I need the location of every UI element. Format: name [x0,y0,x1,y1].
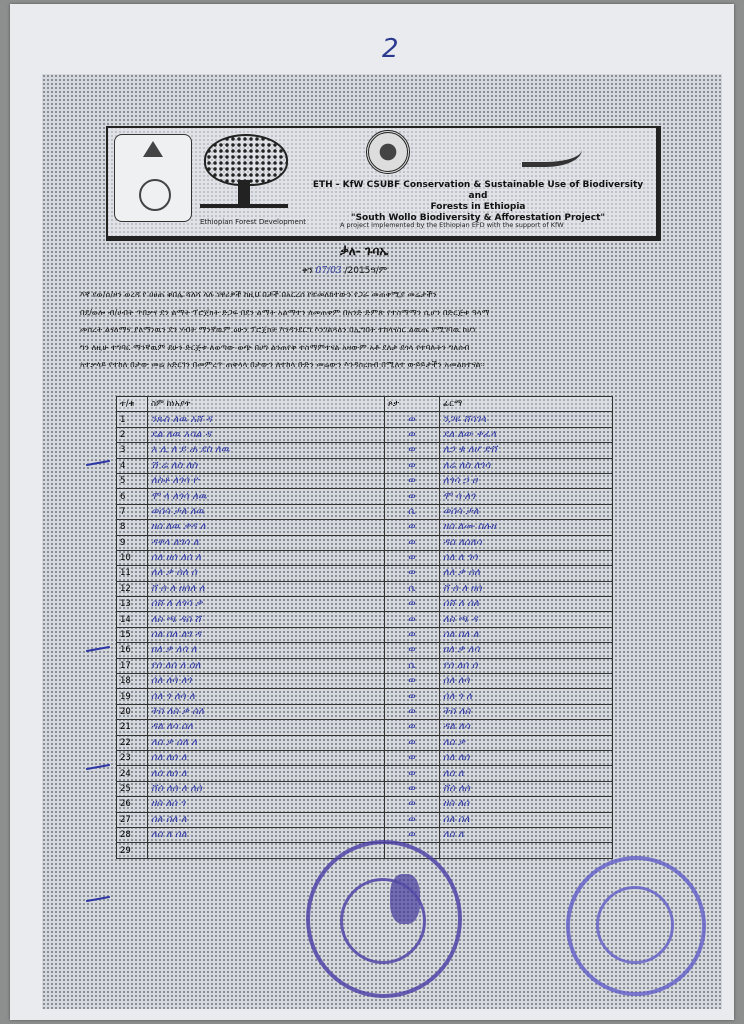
row-signature: ለለ ቃ ሰለ [440,566,613,581]
row-number: 23 [117,750,148,765]
row-number: 11 [117,566,148,581]
row-number: 1 [117,412,148,427]
header-sex: ጾታ [385,397,440,412]
row-number: 16 [117,643,148,658]
table-row [117,504,613,519]
table-row [117,735,613,750]
row-signature: ለስ ጫ ዳ [440,612,613,627]
document-title: ቃለ- ጉባኤ [340,244,389,258]
row-sex: ወ [385,627,440,642]
date-handwritten: 07/03 [315,266,342,276]
row-number: 6 [117,489,148,504]
table-row [117,520,613,535]
row-name: ንጹስ ለዉ አሸ ዳ [148,412,385,427]
header-name: ስም ከነአያት [148,397,385,412]
row-number: 17 [117,658,148,673]
paragraph-line: ግን ለዚሁ ተግባር ማንኛዉም ደሁን ድርጅቱ ለወጣው ወጭ በሀግ ልንጠየቅ ተስማምተናል አዛውም አቶ ደለታ ደጎላ የተባሉትን ግለሰብ [80,341,470,352]
row-signature: ሸሰ ለሰ [440,781,613,796]
stamp-ink-blot [390,874,420,924]
row-signature: ለጎሳ ኃ ዐ [440,473,613,488]
row-sex: ወ [385,520,440,535]
check-mark [86,646,110,652]
row-name: ሸሰ ለሰ ለ ለሰ [148,781,385,796]
table-row [117,827,613,842]
row-sex: ወ [385,735,440,750]
row-signature: ትሰ ለሰ [440,704,613,719]
row-sex: ወ [385,689,440,704]
row-number: 14 [117,612,148,627]
attendance-table [116,396,613,859]
header-number: ተ/ቁ [117,397,148,412]
row-name: ለሰ ለ ሰለ [148,827,385,842]
row-number: 9 [117,535,148,550]
minutes-paragraph [80,286,678,374]
row-signature: ሰለ ሰለ ለ [440,627,613,642]
emblem-icon [143,141,163,157]
row-sex: ወ [385,827,440,842]
round-seal-logo-icon [366,130,410,174]
paragraph-line: አተቃላይ የተከለ በታው መሬ አድርገን በመምረጥ ጠቅላላ በታውን ለተከላ ቡድን መሬውን እንዳስረክብ በሚለተ ውይይታችን አመልክተናል፡፡ [80,359,485,370]
row-signature: ዳለ ለሳ [440,720,613,735]
date-prefix: ቀን [302,266,313,276]
table-row [117,412,613,427]
row-sex: ወ [385,612,440,627]
page-number-handwritten: 2 [382,34,399,64]
row-number: 19 [117,689,148,704]
row-name: ለስቶ ለጎሳ ዮ [148,473,385,488]
row-name: ሰለ ሰለ ለ [148,812,385,827]
row-signature: ሰለ ለ ጎሳ [440,550,613,565]
row-sex: ወ [385,427,440,442]
row-number: 10 [117,550,148,565]
row-sex: ወ [385,797,440,812]
row-signature: ሰለ ለሳ [440,674,613,689]
row-name: ሰለ ዘሰ ለሰ ለ [148,550,385,565]
table-row [117,766,613,781]
row-number: 15 [117,627,148,642]
row-name: ዳለ ለሳ ሰለ [148,720,385,735]
row-signature: ዐለ ቃ ለሳ [440,643,613,658]
row-name: ሰለ ለሳ ለጎ [148,674,385,689]
row-signature: ለኃ ቁ ለሆ ድሸ [440,443,613,458]
table-row [117,566,613,581]
project-banner [106,126,661,241]
row-sex: ወ [385,566,440,581]
check-mark [86,896,110,902]
tree-trunk-icon [238,180,250,206]
row-name: ዳቀላ ለጎሳ ለ [148,535,385,550]
row-sex: ሴ [385,658,440,673]
table-row [117,674,613,689]
table-row [117,812,613,827]
margin-check-marks [86,462,110,902]
table-row [117,443,613,458]
row-number: 22 [117,735,148,750]
table-row [117,627,613,642]
table-row [117,427,613,442]
project-title-line2: Forests in Ethiopia [430,202,526,212]
tree-ground-icon [200,204,288,208]
row-name: ዐለ ቃ ለሳ ለ [148,643,385,658]
row-name: ለሰ ቃ ሰለ ለ [148,735,385,750]
row-signature: ወሰሳ ታለ [440,504,613,519]
row-name: ሰለ ሰለ ለጎ ዳ [148,627,385,642]
date-year: /2015ዓ/ም [344,266,388,276]
row-signature: የሰ ለሰ ሰ [440,658,613,673]
row-sex: ወ [385,597,440,612]
row-sex: ወ [385,443,440,458]
row-number: 5 [117,473,148,488]
row-number: 8 [117,520,148,535]
row-sex: ወ [385,720,440,735]
table-row [117,581,613,596]
row-sex: ወ [385,812,440,827]
row-signature [440,843,613,858]
row-signature: ሞ ሳ ለጎ [440,489,613,504]
table-row [117,750,613,765]
row-signature: ዘሰ ለሰ [440,797,613,812]
row-number: 20 [117,704,148,719]
table-row [117,597,613,612]
row-sex: ወ [385,535,440,550]
stamp-inner-ring [596,886,674,964]
row-number: 21 [117,720,148,735]
row-name: አ ሊ ለ ይ ሐ ደስ ለዉ [148,443,385,458]
table-row [117,458,613,473]
paragraph-line: መሰረት ልናለማና ያለማነዉን ደን ሃብት ማንኛዉም ዕሁን ፕሮጀክት እንዳንደርግ እንገልጻለን በኢግበት ተከላናስር ልዉጤ የሚገባዉ ከሆነ [80,324,476,335]
project-title-line3: "South Wollo Biodiversity & Afforestation Project" [350,213,606,223]
table-row [117,550,613,565]
row-signature: ሸ ሰ ለ ዘሰ [440,581,613,596]
row-signature: ለሬ ለስ ለጎሳ [440,458,613,473]
tree-logo-icon [204,134,288,186]
project-title [308,180,648,224]
row-number: 27 [117,812,148,827]
row-name: ዘሰ ለዉ ቃዳ ለ [148,520,385,535]
row-number: 3 [117,443,148,458]
table-row [117,612,613,627]
row-sex: ወ [385,781,440,796]
table-row [117,689,613,704]
table-header-row [117,397,613,412]
official-stamp-left [306,840,462,998]
row-name: ወሰሳ ታለ ለዉ [148,504,385,519]
check-mark [86,764,110,770]
row-signature: ሰለ ሰለ [440,812,613,827]
row-number: 29 [117,843,148,858]
document-date-line [302,266,387,276]
table-body [117,412,613,858]
row-signature: ለሰ ለ [440,827,613,842]
row-sex: ሴ [385,581,440,596]
row-number: 2 [117,427,148,442]
row-sex: ወ [385,750,440,765]
header-signature: ፊርማ [440,397,613,412]
table-row [117,658,613,673]
row-sex: ወ [385,704,440,719]
row-sex: ወ [385,674,440,689]
row-number: 18 [117,674,148,689]
row-name: የሰ ለሰ ለ ሰለ [148,658,385,673]
row-signature: ዳሰ ለሰለሳ [440,535,613,550]
official-stamp-right [566,856,706,996]
row-signature: ደለ ለው ቀፈላ [440,427,613,442]
row-signature: ንጋዬ ሸሳገላ [440,412,613,427]
project-subtitle: A project implemented by the Ethiopian EFD with the support of KfW [340,221,564,229]
row-name: ሽ ሬ ለስ ለስ [148,458,385,473]
row-signature: ለሰ ለ [440,766,613,781]
table-row [117,797,613,812]
row-number: 12 [117,581,148,596]
row-name: ለለ ቃ ሰለ ሰ [148,566,385,581]
table-row [117,720,613,735]
row-name: ደል ለዉ አሳል ዳ [148,427,385,442]
table-row [117,489,613,504]
row-number: 25 [117,781,148,796]
row-signature: ዘሰ ለሙ ስሉዘ [440,520,613,535]
row-name: ሰሸ ለ ለጎሳ ቃ [148,597,385,612]
row-sex: ሴ [385,504,440,519]
row-number: 7 [117,504,148,519]
row-signature: ሰሸ ለ ሰለ [440,597,613,612]
paragraph-line: እኛ የወ/ሰ/ዞን ወረዳ የ ዐፀጠ ቀበሌ ሻለሻ ላሉ ነዋሪዎች ከዚህ በታች በአርረሰ የተመለከተውን የጋራ መጠቀሚያ መሬታችን [80,289,437,299]
row-name: ለሰ ለሰ ለ [148,766,385,781]
row-signature: ለሰ ቃ [440,735,613,750]
efd-label: Ethiopian Forest Development [200,218,307,226]
project-title-line1: ETH - KfW CSUBF Conservation & Sustainable Use of Biodiversity and [312,180,644,201]
government-logo [114,134,192,222]
row-sex: ወ [385,489,440,504]
row-name: ሞ ላ ለጎሳ ለዉ [148,489,385,504]
row-number: 26 [117,797,148,812]
row-sex: ወ [385,412,440,427]
row-number: 4 [117,458,148,473]
row-sex: ወ [385,458,440,473]
table-row [117,535,613,550]
table-row [117,781,613,796]
row-sex: ወ [385,643,440,658]
row-name: ለስ ጫ ዳሰ ሸ [148,612,385,627]
row-signature: ሰለ ጎ ለ [440,689,613,704]
seal-icon [139,179,171,211]
row-name: ዘሰ ለሰ ጎ [148,797,385,812]
row-number: 28 [117,827,148,842]
table-row [117,704,613,719]
table-row [117,473,613,488]
row-sex: ወ [385,766,440,781]
row-name: ሰለ ለሰ ለ [148,750,385,765]
row-name: ሰለ ጎ ለሳ ለ [148,689,385,704]
row-sex: ወ [385,550,440,565]
row-name: ትሰ ለሰ ቃ ሰለ [148,704,385,719]
row-signature: ሰለ ለሰ [440,750,613,765]
row-number: 24 [117,766,148,781]
row-sex: ወ [385,473,440,488]
kfw-logo-icon [522,138,582,167]
paragraph-line: በደ/ወሎ ብ/ሀብት ጥበቃና ደን ልማት ፕሮጀክት ድጋፍ በደን ልማት አልማተን ለመጠቀም በአንድ ድምጽ የተስማማን ሲሆን በድርጅቱ ዓላማ [80,306,490,317]
row-name: ሸ ሰ ለ ዘሰለ ለ [148,581,385,596]
table-row [117,643,613,658]
row-number: 13 [117,597,148,612]
